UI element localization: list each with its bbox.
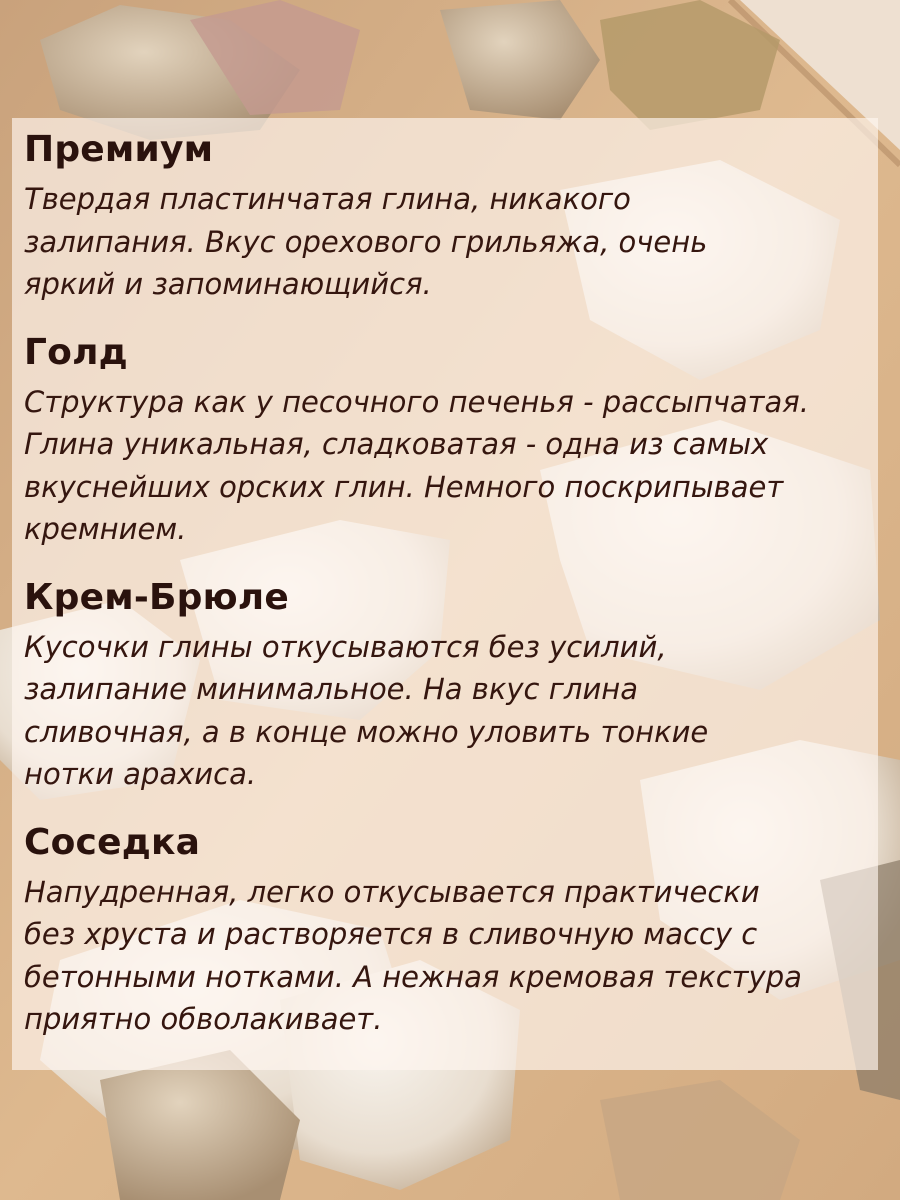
description-line: сливочная, а в конце можно уловить тонкие — [24, 714, 709, 749]
section-title: Крем-Брюле — [24, 576, 289, 618]
description-line: кремнием. — [24, 512, 187, 546]
section-description — [24, 871, 884, 1041]
section-title: Голд — [24, 331, 128, 373]
section-description — [24, 381, 884, 551]
description-line: нотки арахиса. — [24, 757, 257, 791]
description-line: Глина уникальная, сладковатая - одна из самых — [24, 427, 769, 461]
description-line: залипания. Вкус орехового грильяжа, очень — [24, 224, 708, 259]
description-line: Напудренная, легко откусывается практически — [24, 874, 760, 909]
description-line: Кусочки глины откусываются без усилий, — [24, 629, 667, 664]
section-title: Премиум — [24, 129, 214, 170]
description-line: вкуснейших орских глин. Немного поскрипывает — [24, 469, 784, 504]
description-line: яркий и запоминающийся. — [24, 267, 432, 301]
section-description — [24, 626, 884, 796]
description-line: Твердая пластинчатая глина, никакого — [24, 182, 631, 216]
section-description — [24, 178, 884, 306]
section-title: Соседка — [24, 821, 201, 863]
description-list — [24, 122, 884, 1041]
description-line: без хруста и растворяется в сливочную массу с — [24, 917, 758, 951]
description-line: бетонными нотками. А нежная кремовая текстура — [24, 959, 802, 994]
section-sosedka — [24, 815, 884, 1041]
section-creme-brulee — [24, 570, 884, 796]
description-line: приятно обволакивает. — [24, 1002, 383, 1036]
section-gold — [24, 325, 884, 551]
description-line: залипание минимальное. На вкус глина — [24, 672, 639, 706]
description-line: Структура как у песочного печенья - рассыпчатая. — [24, 384, 809, 419]
section-premium — [24, 122, 884, 306]
